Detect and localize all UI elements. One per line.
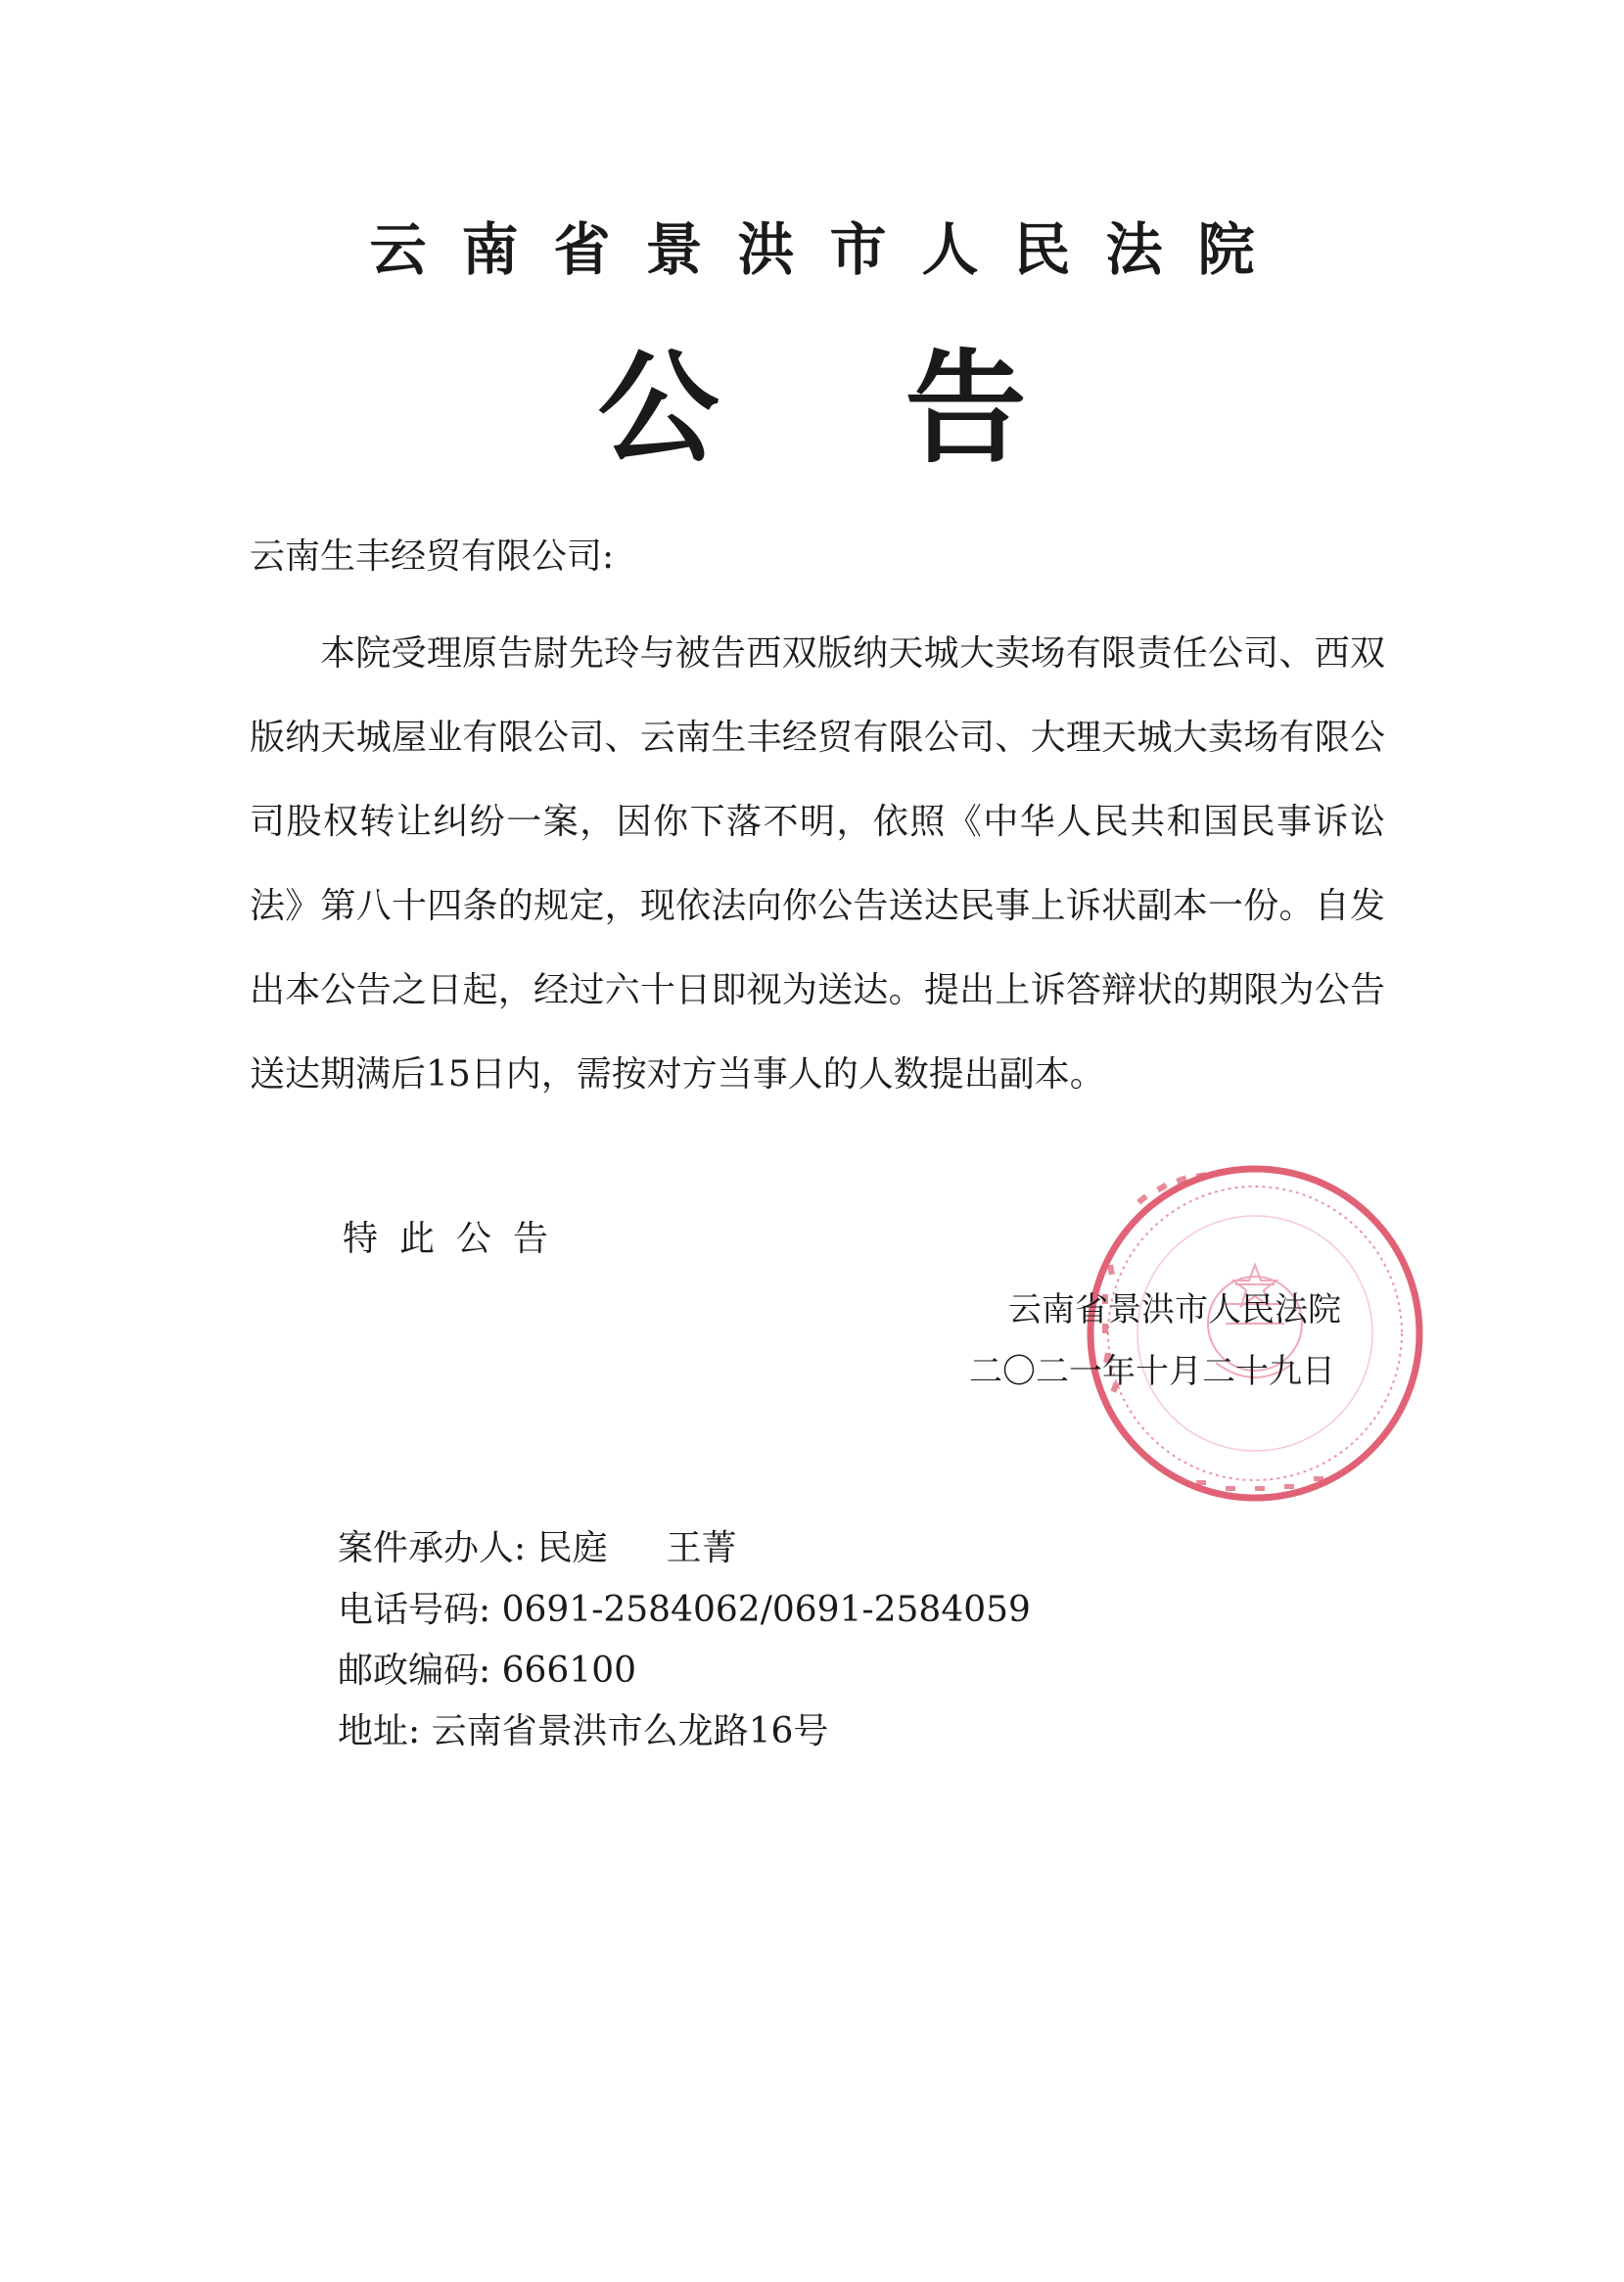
signature-court: 云南省景洪市人民法院 [1008,1290,1341,1329]
phone-value: 0691-2584062/0691-2584059 [501,1590,1031,1630]
notice-body: 本院受理原告尉先玲与被告西双版纳天城大卖场有限责任公司、西双版纳天城屋业有限公司、云南生丰经贸有限公司、大理天城大卖场有限公司股权转让纠纷一案，因你下落不明，依照《中华人民共和国民事诉讼法》第八十四条的规定，现依法向你公告送达民事上诉状副本一份。自发出本公告之日起，经过六十日即视为送达。提出上诉答辩状的期限为公告送达期满后15日内，需按对方当事人的人数提出副本。 [250,633,1385,1094]
closing-phrase: 特此公告 [343,1219,571,1259]
postcode-line [338,1643,636,1693]
handler-dept: 民庭 [536,1528,608,1568]
address-line [338,1703,828,1753]
handler-label: 案件承办人: [338,1528,527,1568]
court-seal-icon [1079,1157,1431,1510]
address-label: 地址: [338,1711,421,1751]
addressee: 云南生丰经贸有限公司: [250,536,615,577]
handler-line [338,1520,737,1570]
phone-line [338,1582,1031,1632]
document-title: 公告 [597,338,1213,480]
postcode-value: 666100 [501,1651,637,1691]
phone-label: 电话号码: [338,1590,491,1630]
court-name-heading: 云南省景洪市人民法院 [369,216,1290,283]
handler-name: 王菁 [666,1528,737,1568]
signature-date: 二〇二一年十月二十九日 [969,1352,1335,1391]
address-value: 云南省景洪市么龙路16号 [431,1711,829,1751]
postcode-label: 邮政编码: [338,1651,491,1691]
